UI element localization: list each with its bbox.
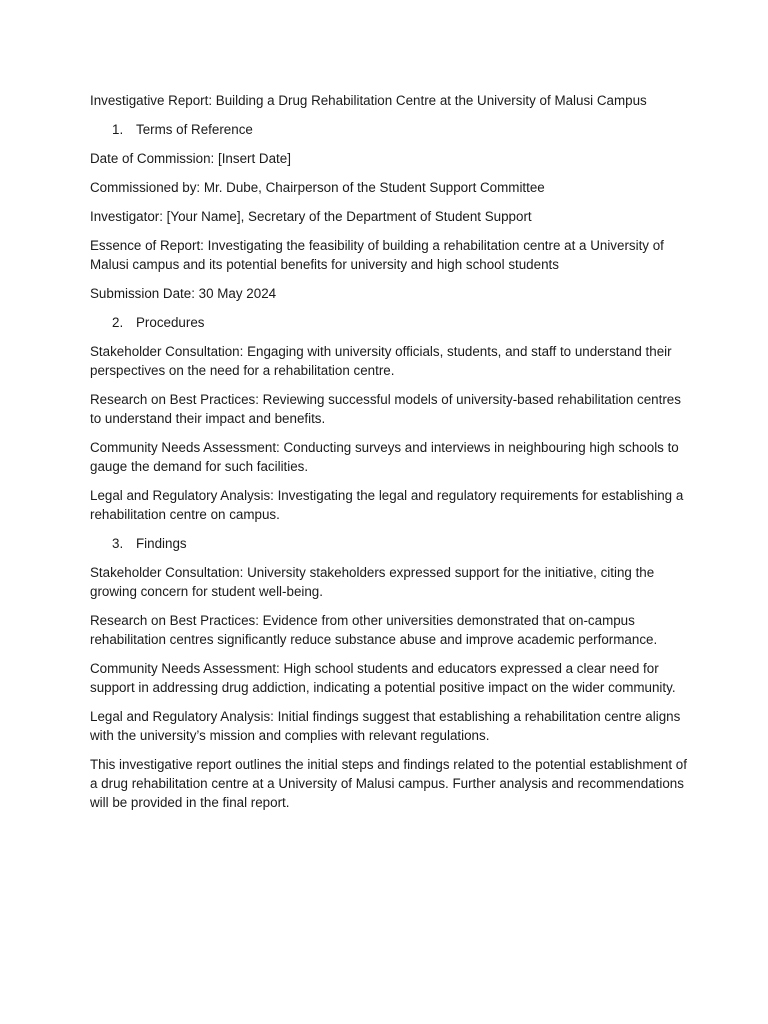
procedure-best-practices: Research on Best Practices: Reviewing successful models of university-based rehabilitation centres to understand their impact and benefits. [90, 392, 681, 426]
section-title: Procedures [136, 315, 205, 330]
finding-stakeholder-consultation: Stakeholder Consultation: University stakeholders expressed support for the initiative, citing the growing concern for student well-being. [90, 565, 655, 599]
section-heading-procedures [90, 313, 690, 332]
section-number: 2. [112, 315, 124, 330]
section-number: 3. [112, 536, 124, 551]
section-title: Terms of Reference [136, 122, 253, 137]
section-heading-findings [90, 534, 690, 553]
finding-community-needs: Community Needs Assessment: High school students and educators expressed a clear need for support in addressing drug addiction, indicating a potential positive impact on the wider community. [90, 661, 676, 695]
essence-of-report: Essence of Report: Investigating the feasibility of building a rehabilitation centre at a University of Malusi campus and its potential benefits for university and high school students [90, 238, 664, 272]
investigator: Investigator: [Your Name], Secretary of the Department of Student Support [90, 209, 532, 224]
procedure-stakeholder-consultation: Stakeholder Consultation: Engaging with university officials, students, and staff to understand their perspectives on the need for a rehabilitation centre. [90, 344, 672, 378]
finding-legal-analysis: Legal and Regulatory Analysis: Initial findings suggest that establishing a rehabilitation centre aligns with the university’s mission and complies with relevant regulations. [90, 709, 681, 743]
section-number: 1. [112, 122, 124, 137]
procedure-legal-analysis: Legal and Regulatory Analysis: Investigating the legal and regulatory requirements for establishing a rehabilitation centre on campus. [90, 488, 684, 522]
report-conclusion: This investigative report outlines the initial steps and findings related to the potential establishment of a drug rehabilitation centre at a University of Malusi campus. Further analysis and recommendations will be provided in the final report. [90, 757, 687, 810]
date-of-commission: Date of Commission: [Insert Date] [90, 151, 291, 166]
section-heading-terms-of-reference [90, 120, 690, 139]
finding-best-practices: Research on Best Practices: Evidence from other universities demonstrated that on-campus rehabilitation centres significantly reduce substance abuse and improve academic performance. [90, 613, 658, 647]
section-title: Findings [136, 536, 187, 551]
submission-date: Submission Date: 30 May 2024 [90, 286, 277, 301]
procedure-community-needs: Community Needs Assessment: Conducting surveys and interviews in neighbouring high schools to gauge the demand for such facilities. [90, 440, 679, 474]
report-title: Investigative Report: Building a Drug Rehabilitation Centre at the University of Malusi Campus [90, 93, 647, 108]
commissioned-by: Commissioned by: Mr. Dube, Chairperson of the Student Support Committee [90, 180, 545, 195]
document-page [90, 91, 690, 822]
